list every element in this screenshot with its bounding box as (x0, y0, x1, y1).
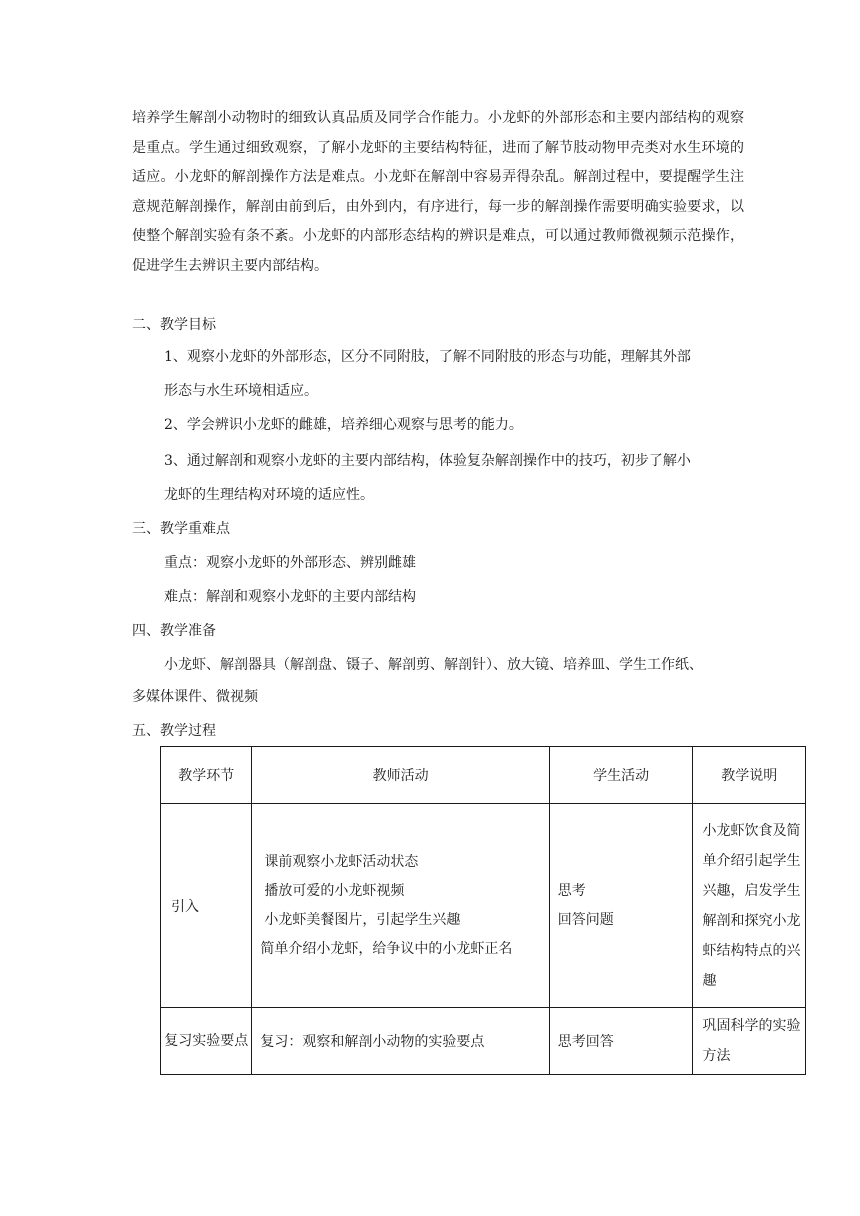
teaching-process-table (160, 746, 806, 1075)
teaching-note-cell: 巩固科学的实验方法 (693, 1008, 806, 1075)
difficult-point: 难点：解剖和观察小龙虾的主要内部结构 (164, 589, 416, 605)
stage-cell: 复习实验要点 (161, 1008, 252, 1075)
section-heading-process: 五、教学过程 (132, 723, 216, 739)
teacher-activity-item: 简单介绍小龙虾，给争议中的小龙虾正名 (260, 940, 513, 957)
objective-3-line-2: 龙虾的生理结构对环境的适应性。 (164, 487, 374, 503)
teacher-activity-item: 小龙虾美餐图片，引起学生兴趣 (264, 911, 461, 928)
intro-paragraph: 培养学生解剖小动物时的细致认真品质及同学合作能力。小龙虾的外部形态和主要内部结构的观察是重点。学生通过细致观察，了解小龙虾的主要结构特征，进而了解节肢动物甲壳类对水生环境的适应。小龙虾的解剖操作方法是难点。小龙虾在解剖中容易弄得杂乱。解剖过程中，要提醒学生注意规范解剖操作，解剖由前到后，由外到内，有序进行，每一步的解剖操作需要明确实验要求，以使整个解剖实验有条不紊。小龙虾的内部形态结构的辨识是难点，可以通过教师微视频示范操作，促进学生去辨识主要内部结构。 (132, 110, 744, 274)
stage-cell: 引入 (161, 804, 252, 1008)
preparation-line-1: 小龙虾、解剖器具（解剖盘、镊子、解剖剪、解剖针）、放大镜、培养皿、学生工作纸、 (164, 657, 703, 673)
student-activity-cell: 思考回答 (549, 1008, 693, 1075)
teacher-activity-cell: 复习：观察和解剖小动物的实验要点 (252, 1008, 549, 1075)
student-activity-item: 回答问题 (557, 911, 614, 928)
student-activity-cell (549, 804, 693, 1008)
objective-1-line-2: 形态与水生环境相适应。 (164, 383, 318, 399)
preparation-line-2: 多媒体课件、微视频 (132, 689, 258, 705)
header-teacher-activity: 教师活动 (252, 747, 549, 804)
header-student-activity: 学生活动 (549, 747, 693, 804)
table-row (161, 804, 806, 1008)
teacher-activity-item: 播放可爱的小龙虾视频 (264, 882, 405, 899)
section-heading-objectives: 二、教学目标 (132, 317, 216, 333)
teaching-note-cell: 小龙虾饮食及简单介绍引起学生兴趣，启发学生解剖和探究小龙虾结构特点的兴趣 (693, 804, 806, 1008)
key-point: 重点：观察小龙虾的外部形态、辨别雌雄 (164, 555, 416, 571)
table-row (161, 1008, 806, 1075)
student-activity-item: 思考 (557, 882, 586, 899)
header-teaching-note: 教学说明 (693, 747, 806, 804)
section-heading-preparation: 四、教学准备 (132, 623, 216, 639)
table-header-row (161, 747, 806, 804)
teacher-activity-cell (252, 804, 549, 1008)
header-stage: 教学环节 (161, 747, 252, 804)
section-heading-key-points: 三、教学重难点 (132, 521, 230, 537)
objective-1-line-1: 1、观察小龙虾的外部形态，区分不同附肢，了解不同附肢的形态与功能，理解其外部 (164, 349, 691, 365)
objective-2: 2、学会辨识小龙虾的雌雄，培养细心观察与思考的能力。 (164, 417, 523, 433)
objective-3-line-1: 3、通过解剖和观察小龙虾的主要内部结构，体验复杂解剖操作中的技巧，初步了解小 (164, 453, 691, 469)
teacher-activity-item: 课前观察小龙虾活动状态 (264, 853, 419, 870)
